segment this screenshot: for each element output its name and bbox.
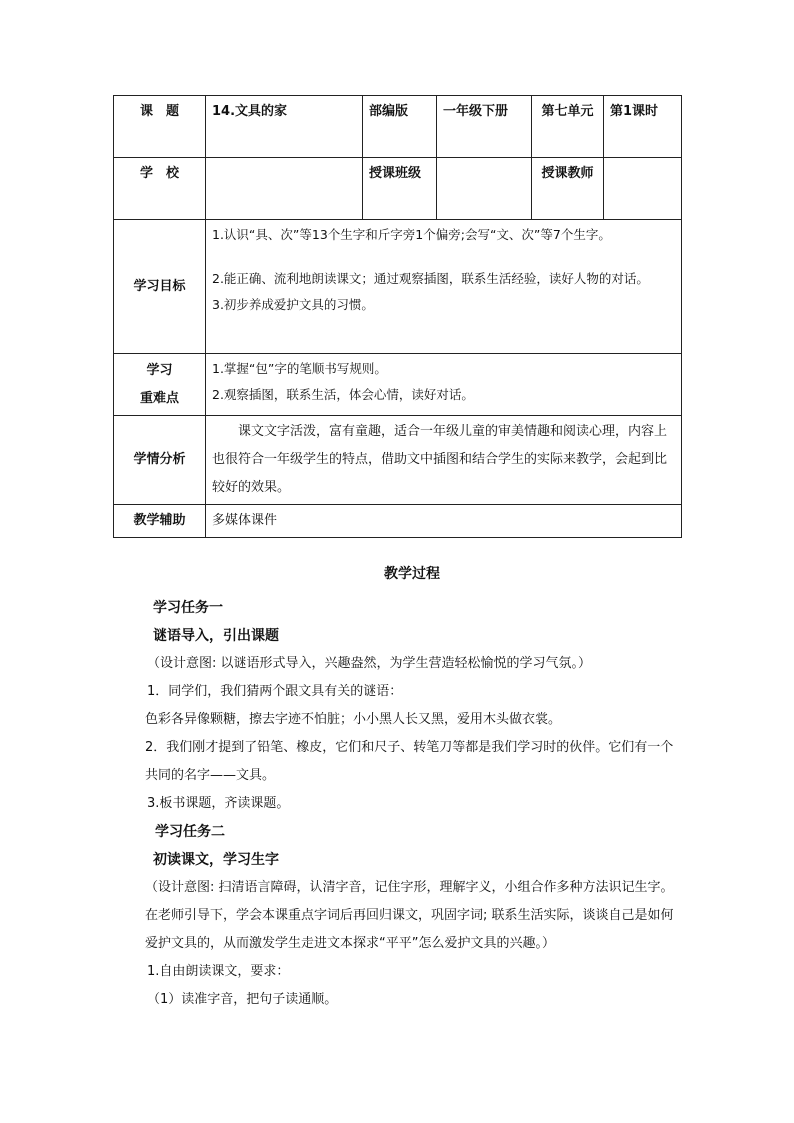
key-point-item: 1.掌握“包”字的笔顺书写规则。 (212, 361, 387, 376)
goal-item: 2.能正确、流利地朗读课文；通过观察插图，联系生活经验，读好人物的对话。 (212, 271, 649, 286)
label-teacher: 授课教师 (532, 158, 604, 220)
label-topic: 课 题 (114, 96, 206, 158)
process-heading: 教学过程 (384, 566, 440, 582)
label-key-points-line1: 学习 (146, 362, 173, 378)
task1-subtitle: 谜语导入，引出课题 (153, 628, 279, 644)
period: 第1课时 (604, 96, 682, 158)
task2-step1: 1.自由朗读课文，要求： (147, 964, 290, 979)
goal-item: 3.初步养成爱护文具的习惯。 (212, 297, 374, 312)
task1-step1: 1．同学们，我们猜两个跟文具有关的谜语： (147, 684, 403, 699)
label-analysis: 学情分析 (114, 416, 206, 505)
grade: 一年级下册 (437, 96, 532, 158)
task1-step3: 3.板书课题，齐读课题。 (147, 796, 290, 811)
lesson-title: 14.文具的家 (206, 96, 363, 158)
task1-intent: （设计意图: 以谜语形式导入，兴趣盎然，为学生营造轻松愉悦的学习气氛。） (147, 656, 592, 671)
task1-riddle: 色彩各异像颗糖，擦去字迹不怕脏；小小黑人长又黑，爱用木头做衣裳。 (145, 712, 562, 727)
table-row-goals (114, 220, 682, 354)
task2-sub1: （1）读准字音，把句子读通顺。 (147, 992, 338, 1007)
table-row-title (114, 96, 682, 158)
aids-text: 多媒体课件 (206, 505, 682, 538)
task1-step2: 2．我们刚才提到了铅笔、橡皮，它们和尺子、转笔刀等都是我们学习时的伙伴。它们有一个共同的名字——文具。 (145, 740, 674, 783)
label-aids: 教学辅助 (114, 505, 206, 538)
unit: 第七单元 (532, 96, 604, 158)
lesson-info-table (113, 95, 682, 538)
teaching-process (147, 560, 677, 1014)
analysis-text: 课文文字活泼，富有童趣，适合一年级儿童的审美情趣和阅读心理，内容上也很符合一年级学生的特点，借助文中插图和结合学生的实际来教学，会起到比较好的效果。 (206, 416, 682, 505)
label-key-points-line2: 重难点 (139, 390, 179, 406)
task1-title: 学习任务一 (153, 600, 223, 616)
label-school: 学 校 (114, 158, 206, 220)
school-value (206, 158, 363, 220)
label-key-points (114, 354, 206, 416)
task2-title: 学习任务二 (155, 824, 225, 840)
task2-subtitle: 初读课文，学习生字 (153, 852, 279, 868)
goal-item: 1.认识“具、次”等13个生字和斤字旁1个偏旁;会写“文、次”等7个生字。 (212, 227, 611, 242)
table-row-aids (114, 505, 682, 538)
label-class: 授课班级 (363, 158, 437, 220)
table-row-key-points (114, 354, 682, 416)
key-point-item: 2.观察插图，联系生活，体会心情，读好对话。 (212, 387, 474, 402)
edition: 部编版 (363, 96, 437, 158)
class-value (437, 158, 532, 220)
table-row-analysis (114, 416, 682, 505)
key-points-cell (206, 354, 682, 416)
label-goals: 学习目标 (114, 220, 206, 354)
goals-cell (206, 220, 682, 354)
teacher-value (604, 158, 682, 220)
task2-intent: （设计意图: 扫清语言障碍，认清字音，记住字形，理解字义，小组合作多种方法识记生字。在老师引导下，学会本课重点字词后再回归课文，巩固字词; 联系生活实际，谈谈自己是如何爱护文具的，从而激发学生走进文本探求“平平”怎么爱护文具的兴趣。） (145, 880, 674, 951)
table-row-school (114, 158, 682, 220)
